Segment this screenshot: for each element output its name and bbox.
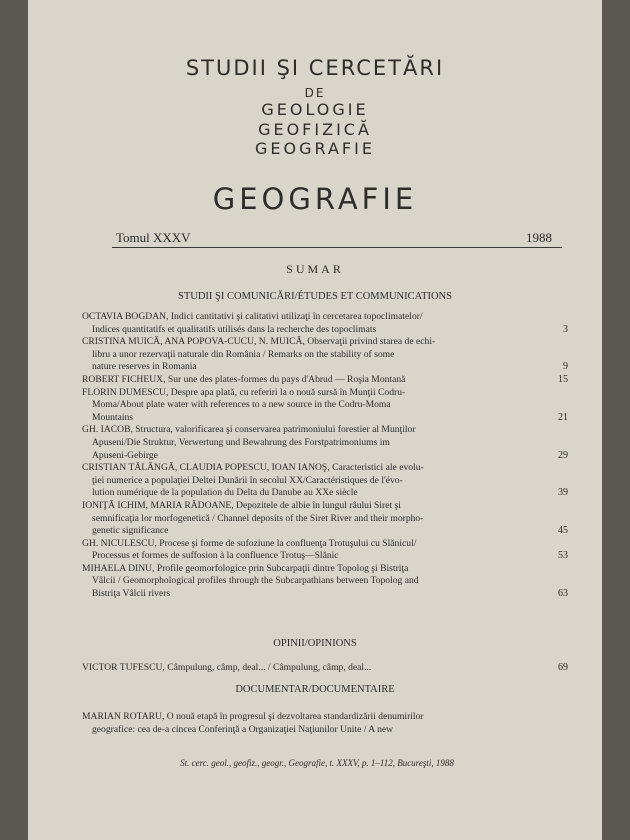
- journal-page: [28, 0, 602, 840]
- contents-entry: [82, 499, 568, 538]
- section-opinions: OPINII/OPINIONS: [273, 638, 357, 649]
- contents-entry: [82, 562, 568, 601]
- contents-entry-line: nature reserves in Romania: [92, 361, 197, 373]
- contents-entry-page: 39: [558, 487, 568, 499]
- contents-entry-line: genetic significance: [92, 525, 169, 537]
- contents-entry-line: Bistriţa Vâlcii rivers: [92, 588, 171, 600]
- contents-entry: [82, 386, 568, 425]
- contents-entry: [82, 311, 568, 336]
- header-rule: [112, 247, 562, 248]
- discipline-geology: GEOLOGIE: [261, 100, 369, 119]
- contents-heading: SUMAR: [286, 262, 344, 276]
- contents-entry-line: semnificaţia lor morfogenetică / Channel deposits of the Siret River and their morpho-: [92, 512, 424, 524]
- series-title: GEOGRAFIE: [212, 182, 418, 216]
- contents-entry-line: Processus et formes de suffosion à la confluence Trotuş—Slănic: [92, 550, 339, 562]
- contents-entry-line: Vâlcii / Geomorphological profiles through the Subcarpathians between Topolog and: [92, 575, 419, 587]
- documentary-entry: [82, 710, 552, 736]
- contents-entry-line: lution numérique de la population du Delta du Danube au XXe siècle: [92, 487, 358, 499]
- contents-entry-page: 21: [558, 411, 568, 423]
- opinion-entry-page: 69: [558, 662, 568, 673]
- contents-list: [82, 311, 568, 601]
- contents-entry-page: 53: [558, 550, 568, 562]
- contents-entry: [82, 462, 568, 500]
- opinion-entry-text: VICTOR TUFESCU, Câmpulung, câmp, deal... / Câmpulung, câmp, deal...: [82, 662, 372, 673]
- discipline-geophysics: GEOFIZICĂ: [258, 120, 372, 139]
- discipline-geography: GEOGRAFIE: [255, 139, 375, 158]
- contents-entry-line: libru a unor rezervaţii naturale din România / Remarks on the stability of some: [92, 348, 395, 360]
- contents-entry-line: Indices quantitatifs et qualitatifs utilisés dans la recherche des topoclimats: [92, 323, 377, 335]
- section-documentary: DOCUMENTAR/DOCUMENTAIRE: [235, 684, 395, 695]
- contents-entry: [82, 537, 568, 563]
- contents-entry-line: Moma/About plate water with references to a new source in the Codru-Moma: [92, 399, 391, 411]
- contents-entry: [82, 373, 568, 387]
- year-label: 1988: [526, 230, 552, 245]
- contents-entry-line: OCTAVIA BOGDAN, Indici cantitativi şi calitativi utilizaţi în cercetarea topoclimatelor/: [82, 311, 423, 322]
- documentary-entry-line: geografice: cea de-a cincea Conferinţă a Organizaţiei Naţiunilor Unite / A new: [92, 724, 394, 735]
- volume-label: Tomul XXXV: [116, 230, 191, 245]
- opinion-entry: [82, 662, 568, 673]
- contents-entry-page: 15: [558, 373, 568, 385]
- contents-entry-line: ROBERT FICHEUX, Sur une des plates-formes du pays d'Abrud — Roşia Montană: [82, 373, 406, 385]
- contents-entry-line: MIHAELA DINU, Profile geomorfologice prin Subcarpaţii dintre Topolog şi Bistriţa: [82, 562, 409, 574]
- contents-entry-line: ţiei numerice a populaţiei Deltei Dunării în secolul XX/Caractéristiques de l'évo-: [92, 474, 403, 486]
- contents-entry-page: 45: [558, 525, 568, 537]
- contents-entry-line: Apuseni-Gebirge: [92, 449, 158, 461]
- citation-footer: St. cerc. geol., geofiz., geogr., Geografie, t. XXXV, p. 1–112, Bucureşti, 1988: [180, 758, 454, 768]
- contents-entry-line: GH. IACOB, Structura, valorificarea şi conservarea patrimoniului forestier al Munţilor: [82, 424, 416, 436]
- contents-entry-line: GH. NICULESCU, Procese şi forme de sufoziune la confluenţa Trotuşului cu Slănicul/: [82, 537, 417, 549]
- contents-entry: [82, 336, 568, 374]
- journal-title: STUDII ŞI CERCETĂRI: [185, 56, 445, 80]
- journal-title-de: DE: [304, 86, 326, 100]
- contents-entry-line: CRISTINA MUICĂ, ANA POPOVA-CUCU, N. MUICĂ, Observaţii privind starea de echi-: [82, 336, 436, 348]
- section-studies: STUDII ŞI COMUNICĂRI/ÉTUDES ET COMMUNICATIONS: [178, 291, 452, 302]
- contents-entry-line: FLORIN DUMESCU, Despre apa plată, cu referiri la o nouă sursă în Munţii Codru-: [82, 386, 406, 398]
- contents-entry-line: IONIŢĂ ICHIM, MARIA RĂDOANE, Depozitele de albie în lungul râului Siret şi: [82, 499, 401, 511]
- contents-entry-line: CRISTIAN TĂLÂNGĂ, CLAUDIA POPESCU, IOAN IANOŞ, Caracteristici ale evolu-: [82, 462, 424, 474]
- contents-entry-page: 29: [558, 449, 568, 461]
- contents-entry-page: 3: [563, 323, 568, 335]
- contents-entry-line: Apuseni/Die Struktur, Verwertung und Bewahrung des Forstpatrimoniums im: [92, 436, 390, 448]
- contents-entry-page: 63: [558, 588, 568, 600]
- contents-entry-page: 9: [563, 361, 568, 373]
- contents-entry: [82, 424, 568, 462]
- contents-entry-line: Mountains: [92, 411, 134, 423]
- documentary-entry-line: MARIAN ROTARU, O nouă etapă în progresul şi dezvoltarea standardizării denumirilor: [82, 711, 424, 722]
